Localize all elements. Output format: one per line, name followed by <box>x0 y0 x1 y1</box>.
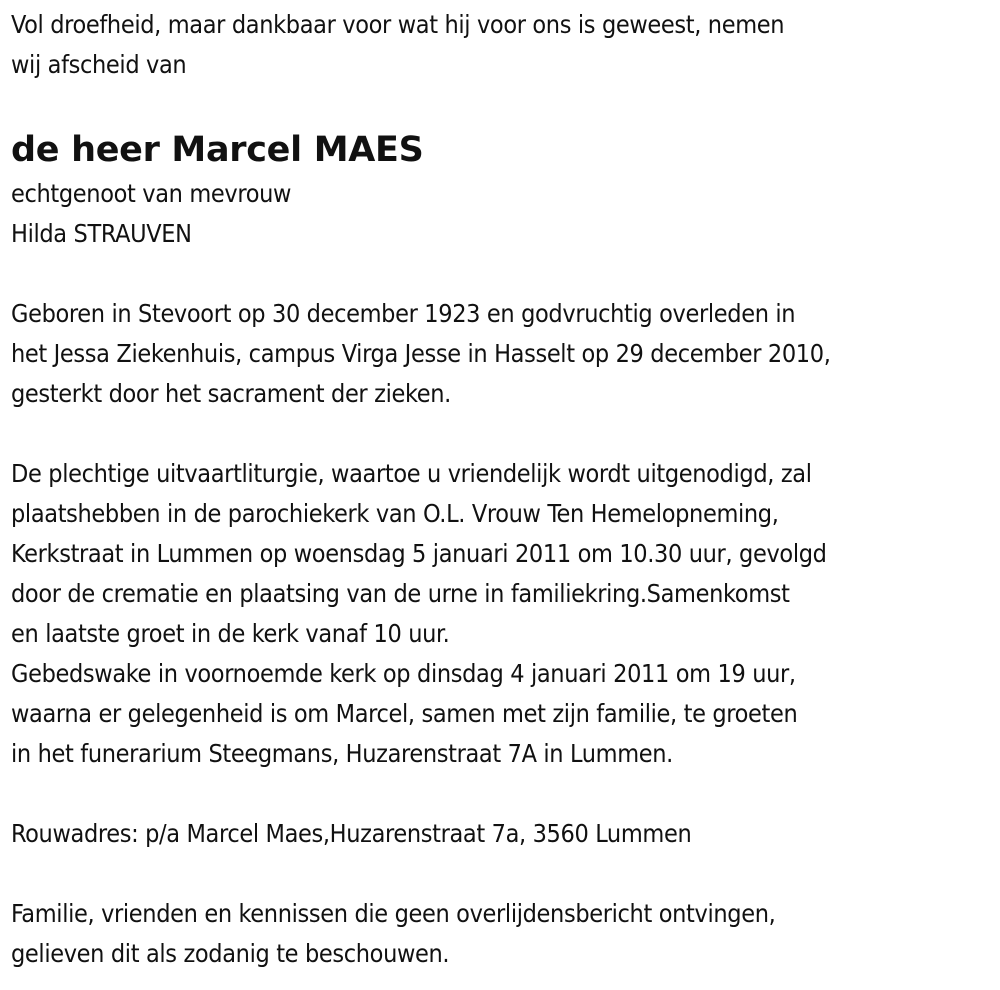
spacer <box>11 774 996 814</box>
text-line: Hilda STRAUVEN <box>11 219 192 248</box>
funeral-paragraph <box>11 454 996 774</box>
text-line: en laatste groet in de kerk vanaf 10 uur. <box>11 619 450 648</box>
text-line: echtgenoot van mevrouw <box>11 179 292 208</box>
address-paragraph <box>11 814 996 854</box>
text-line: Gebedswake in voornoemde kerk op dinsdag 4 januari 2011 om 19 uur, <box>11 659 796 688</box>
intro-paragraph <box>11 5 996 85</box>
closing-paragraph <box>11 894 996 974</box>
text-line: wij afscheid van <box>11 50 187 79</box>
text-line: het Jessa Ziekenhuis, campus Virga Jesse in Hasselt op 29 december 2010, <box>11 339 831 368</box>
birth-death-paragraph <box>11 294 996 414</box>
spacer <box>11 254 996 294</box>
deceased-name: de heer Marcel MAES <box>11 130 424 170</box>
text-line: gesterkt door het sacrament der zieken. <box>11 379 451 408</box>
text-line: De plechtige uitvaartliturgie, waartoe u vriendelijk wordt uitgenodigd, zal <box>11 459 812 488</box>
text-line: in het funerarium Steegmans, Huzarenstraat 7A in Lummen. <box>11 739 673 768</box>
text-line: plaatshebben in de parochiekerk van O.L. Vrouw Ten Hemelopneming, <box>11 499 779 528</box>
text-line: door de crematie en plaatsing van de urne in familiekring.Samenkomst <box>11 579 790 608</box>
text-line: Geboren in Stevoort op 30 december 1923 en godvruchtig overleden in <box>11 299 796 328</box>
spacer <box>11 854 996 894</box>
spacer <box>11 414 996 454</box>
text-line: Vol droefheid, maar dankbaar voor wat hij voor ons is geweest, nemen <box>11 10 785 39</box>
text-line: Kerkstraat in Lummen op woensdag 5 januari 2011 om 10.30 uur, gevolgd <box>11 539 827 568</box>
text-line: waarna er gelegenheid is om Marcel, samen met zijn familie, te groeten <box>11 699 798 728</box>
text-line: Familie, vrienden en kennissen die geen overlijdensbericht ontvingen, <box>11 899 776 928</box>
text-line: gelieven dit als zodanig te beschouwen. <box>11 939 450 968</box>
mourning-address: Rouwadres: p/a Marcel Maes,Huzarenstraat 7a, 3560 Lummen <box>11 819 692 848</box>
spouse-paragraph <box>11 174 996 254</box>
